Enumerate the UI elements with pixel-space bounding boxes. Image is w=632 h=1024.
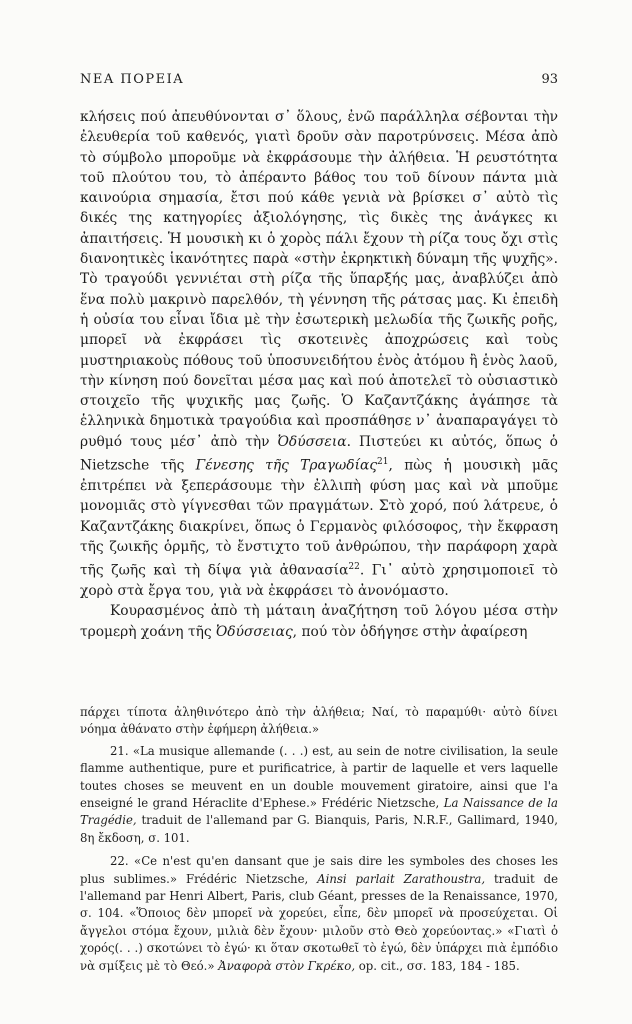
footnote-21-text: «La musique allemande (. . .) est, au sein de notre civilisation, la seule flamme authentique, pure et purificatrice, à partir de laquelle et vers laquelle toutes choses se meuvent en un double mouvement giratoire, ainsi que l'a enseigné le grand Héraclite d'Ephese.» Frédéric Nietzsche, [80, 743, 558, 811]
work-title-birth-of-tragedy: Γένεσης τῆς Τραγωδίας [195, 457, 378, 474]
footnote-22-title-2: Ἀναφορὰ στὸν Γκρέκο, [218, 958, 356, 973]
footnote-22-title: Ainsi parlait Zarathoustra, [317, 871, 486, 886]
paragraph-1 [80, 107, 558, 601]
footnote-ref-21: 21 [377, 457, 389, 468]
page-number: 93 [541, 72, 558, 87]
footnotes [80, 704, 558, 981]
work-title-odyssey-genitive: Ὀδύσσειας [215, 623, 293, 640]
footnote-22-number: 22. [110, 854, 129, 869]
paragraph-1-text-4: . Γι᾿ αὐτὸ χρησιμοποιεῖ τὸ χορὸ στὰ ἔργα του, γιὰ νὰ ἐκφράσει τὸ ἀνονόμαστο. [80, 562, 558, 600]
journal-title: ΝΕΑ ΠΟΡΕΙΑ [80, 72, 185, 87]
paragraph-1-text: κλήσεις πού ἀπευθύνονται σ᾿ ὅλους, ἐνῶ παράλληλα σέβονται τὴν ἐλευθερία τοῦ καθενός, γιατὶ δροῦν σὰν παροτρύνσεις. Μέσα ἀπὸ τὸ σύμβολο μποροῦμε νὰ ἐκφράσουμε τὴν ἀλήθεια. Ἡ ρευστότητα τοῦ πλούτου του, τὸ ἀπέραντο βάθος του τοῦ δίνουν πάντα μιὰ καινούρια σημασία, ἔτσι πού κάθε γενιὰ νὰ βρίσκει σ᾿ αὐτὸ τὶς δικές της κατηγορίες ἀξιολόγησης, τὶς δικὲς της ἀνάγκες κι ἀπαιτήσεις. Ἡ μουσικὴ κι ὁ χορὸς πάλι ἔχουν τὴ ρίζα τους ὄχι στὶς διανοητικὲς ἱκανότητες παρὰ «στὴν ἐκρηκτικὴ δύναμη τῆς ψυχῆς». Τὸ τραγούδι γεννιέται στὴ ρίζα τῆς ὕπαρξής μας, ἀναβλύζει ἀπὸ ἕνα πολὺ μακρινὸ παρελθόν, τὴ γέννηση τῆς ράτσας μας. Κι ἐπειδὴ ἡ οὐσία του εἶναι ἴδια μὲ τὴν ἐσωτερικὴ μελωδία τῆς ζωικῆς ροῆς, μπορεῖ νὰ ἐκφράσει τὶς σκοτεινὲς ἀποχρώσεις καὶ τοὺς μυστηριακοὺς πόθους τοῦ ὑποσυνειδήτου ἑνὸς ἀτόμου ἢ ἑνὸς λαοῦ, τὴν κίνηση πού δονεῖται μέσα μας καὶ πού ἀποτελεῖ τὸ οὐσιαστικὸ στοιχεῖο τῆς ψυχικῆς μας ζωῆς. Ὁ Καζαντζάκης ἀγάπησε τὰ ἑλληνικὰ δημοτικὰ τραγούδια καὶ προσπάθησε ν᾿ ἀναπαραγάγει τὸ ρυθμό τους μέσ᾿ ἀπὸ τὴν [80, 109, 558, 450]
footnote-21 [80, 743, 558, 847]
footnote-22-end: op. cit., σσ. 183, 184 - 185. [358, 958, 520, 973]
footnote-21-rest: traduit de l'allemand par G. Bianquis, Paris, N.R.F., Gallimard, 1940, 8η ἔκδοση, σ. 101. [80, 813, 558, 845]
footnote-ref-22: 22 [348, 562, 360, 573]
footnote-21-title: La Naissance de la Tragédie, [80, 796, 558, 828]
footnote-22 [80, 853, 558, 975]
work-title-odyssey: Ὀδύσσεια [277, 433, 347, 450]
footnote-21-number: 21. [110, 743, 129, 758]
footnote-22-text: «Ce n'est qu'en dansant que je sais dire les symboles des choses les plus sublimes.» Frédéric Nietzsche, [80, 854, 558, 886]
paragraph-1-text-2: . Πιστεύει κι αὐτός, ὅπως ὁ Nietzsche τῆς [80, 433, 558, 474]
paragraph-2 [80, 601, 558, 642]
footnote-carryover: πάρχει τίποτα ἀληθινότερο ἀπὸ τὴν ἀλήθεια; Ναί, τὸ παραμύθι· αὐτὸ δίνει νόημα ἀθάνατο στὴν ἐφήμερη ἀλήθεια.» [80, 705, 558, 737]
footnote-22-rest: traduit de l'allemand par Henri Albert, Paris, club Géant, presses de la Renaissance, 1970, σ. 104. «Ὅποιος δὲν μπορεῖ νὰ χορεύει, εἶπε, δὲν μπορεῖ νὰ προσεύχεται. Οἱ ἄγγελοι στόμα ἔχουν, μιλιὰ δὲν ἔχουν· μιλοῦν στὸ Θεὸ χορεύοντας.» «Γιατὶ ὁ χορός(. . .) σκοτώνει τὸ ἐγώ· κι ὅταν σκοτωθεῖ τὸ ἐγώ, δὲν ὑπάρχει πιὰ ἐμπόδιο νὰ σμίξεις μὲ τὸ Θεό.» [80, 871, 559, 973]
paragraph-2-text: Κουρασμένος ἀπὸ τὴ μάταιη ἀναζήτηση τοῦ λόγου μέσα στὴν τρομερὴ χοάνη τῆς [80, 603, 558, 640]
paragraph-1-text-3: , πὼς ἡ μουσικὴ μᾶς ἐπιτρέπει νὰ ξεπεράσουμε τὴν ἐλλιπὴ φύση μας καὶ νὰ μποῦμε μονομιᾶς στὸ γίγνεσθαι τῶν πραγμάτων. Στὸ χορό, πού λάτρευε, ὁ Καζαντζάκης διακρίνει, ὅπως ὁ Γερμανὸς φιλόσοφος, τὴν ἔκφραση τῆς ζωικῆς ὁρμῆς, τὸ ἔνστιχτο τοῦ ἀνθρώπου, τὴν παράφορη χαρὰ τῆς ζωῆς καὶ τὴ δίψα γιὰ ἀθανασία [80, 457, 558, 579]
paragraph-2-text-2: , πού τὸν ὁδήγησε στὴν ἀφαίρεση [292, 623, 528, 640]
main-text [80, 107, 558, 642]
running-header [80, 72, 558, 90]
